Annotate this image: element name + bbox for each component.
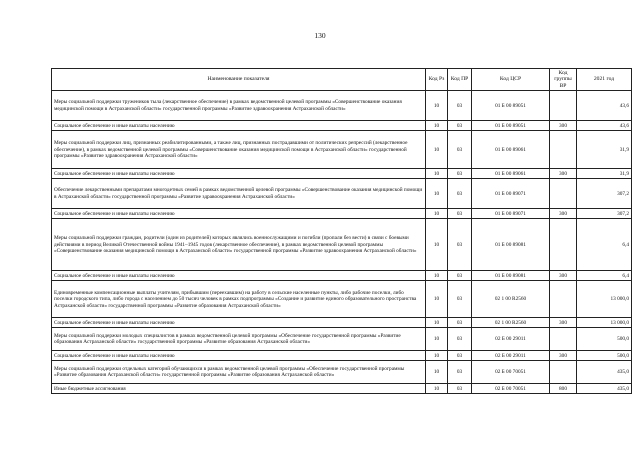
table-row: [52, 209, 632, 219]
row-name: Меры социальной поддержки граждан, родители (один из родителей) которых являлись военнослужащими и погибли (пропали без вести) в связи с боевыми действиями в период Великой Отечественной войны 1941–1945 годов (лекарственное обеспечение), в рамках ведомственной целевой программы «Совершенствование оказания медицинской помощи в Астраханской области» государственной программы «Развитие здравоохранения Астраханской области»: [52, 219, 426, 271]
row-vr: [550, 131, 577, 169]
row-rz: 10: [426, 179, 448, 209]
row-pr: 03: [448, 328, 472, 351]
header-kod-csr: Код ЦСР: [472, 69, 550, 91]
row-sum: 435,0: [577, 384, 632, 394]
row-pr: 03: [448, 179, 472, 209]
table-row: [52, 271, 632, 281]
row-sum: 43,6: [577, 91, 632, 121]
table-row: [52, 351, 632, 361]
row-pr: 03: [448, 121, 472, 131]
table-row: [52, 169, 632, 179]
table-row: [52, 281, 632, 318]
row-name: Обеспечение лекарственными препаратами многодетных семей в рамках ведомственной целевой программы «Совершенствование оказания медицинской помощи в Астраханской области» государственной программы «Развитие здравоохранения Астраханской области»: [52, 179, 426, 209]
row-csr: 02 Б 00 29011: [472, 351, 550, 361]
row-rz: 10: [426, 169, 448, 179]
header-name: Наименование показателя: [52, 69, 426, 91]
table-row: [52, 131, 632, 169]
row-sum: 500,0: [577, 328, 632, 351]
row-sum: 500,0: [577, 351, 632, 361]
row-sum: 43,6: [577, 121, 632, 131]
row-csr: 01 Б 00 89081: [472, 219, 550, 271]
table-row: [52, 219, 632, 271]
row-csr: 02 1 00 R2560: [472, 281, 550, 318]
row-vr: [550, 179, 577, 209]
row-vr: [550, 328, 577, 351]
row-vr: 300: [550, 121, 577, 131]
table-row: [52, 91, 632, 121]
row-vr: [550, 219, 577, 271]
row-vr: 300: [550, 271, 577, 281]
row-rz: 10: [426, 351, 448, 361]
row-sum: 307,2: [577, 209, 632, 219]
header-kod-vr: Код группы ВР: [550, 69, 577, 91]
row-rz: 10: [426, 91, 448, 121]
row-csr: 01 Б 00 89081: [472, 271, 550, 281]
row-name: Меры социальной поддержки лиц, признанных реабилитированными, а также лиц, признанных пострадавшими от политических репрессий (лекарственное обеспечение), в рамках ведомственной целевой программы «Совершенствование оказания медицинской помощи в Астраханской области» государственной программы «Развитие здравоохранения Астраханской области»: [52, 131, 426, 169]
row-vr: 300: [550, 169, 577, 179]
table-row: [52, 361, 632, 384]
table-row: [52, 121, 632, 131]
row-vr: 300: [550, 209, 577, 219]
row-name: Единовременные компенсационные выплаты учителям, прибывшим (переехавшим) на работу в сельские населенные пункты, либо рабочие поселки, либо поселки городского типа, либо города с населением до 50 тысяч человек в рамках подпрограммы «Создание и развитие единого образовательного пространства Астраханской области» государственной программы «Развитие образования Астраханской области»: [52, 281, 426, 318]
row-csr: 02 1 00 R2560: [472, 318, 550, 328]
row-csr: 02 Б 00 70051: [472, 384, 550, 394]
row-name: Меры социальной поддержки тружеников тыла (лекарственное обеспечение) в рамках ведомственной целевой программы «Совершенствование оказания медицинской помощи в Астраханской области» государственной программы «Развитие здравоохранения Астраханской области»: [52, 91, 426, 121]
row-pr: 03: [448, 281, 472, 318]
row-sum: 13 000,0: [577, 281, 632, 318]
row-vr: [550, 91, 577, 121]
row-csr: 01 Б 00 89061: [472, 131, 550, 169]
row-pr: 03: [448, 219, 472, 271]
page-number: 130: [314, 31, 326, 40]
row-name: Социальное обеспечение и иные выплаты населению: [52, 121, 426, 131]
header-kod-pr: Код ПР: [448, 69, 472, 91]
row-pr: 03: [448, 131, 472, 169]
row-csr: 01 Б 00 89051: [472, 121, 550, 131]
header-kod-rz: Код Рз: [426, 69, 448, 91]
row-rz: 10: [426, 271, 448, 281]
table-row: [52, 384, 632, 394]
row-pr: 03: [448, 384, 472, 394]
row-rz: 10: [426, 281, 448, 318]
table-row: [52, 179, 632, 209]
row-sum: 31,9: [577, 169, 632, 179]
row-name: Социальное обеспечение и иные выплаты населению: [52, 271, 426, 281]
budget-table: [51, 68, 632, 394]
row-sum: 31,9: [577, 131, 632, 169]
row-rz: 10: [426, 219, 448, 271]
row-vr: [550, 281, 577, 318]
row-sum: 307,2: [577, 179, 632, 209]
row-csr: 01 Б 00 89051: [472, 91, 550, 121]
row-name: Социальное обеспечение и иные выплаты населению: [52, 351, 426, 361]
row-csr: 01 Б 00 89071: [472, 209, 550, 219]
row-name: Социальное обеспечение и иные выплаты населению: [52, 209, 426, 219]
row-name: Иные бюджетные ассигнования: [52, 384, 426, 394]
row-rz: 10: [426, 318, 448, 328]
row-rz: 10: [426, 131, 448, 169]
row-pr: 03: [448, 91, 472, 121]
row-rz: 10: [426, 361, 448, 384]
row-sum: 6,4: [577, 271, 632, 281]
row-name: Социальное обеспечение и иные выплаты населению: [52, 169, 426, 179]
row-sum: 435,0: [577, 361, 632, 384]
row-name: Меры социальной поддержки молодых специалистов в рамках ведомственной целевой программы «Обеспечение государственной программы «Развитие образования Астраханской области» государственной программы «Развитие образования Астраханской области»: [52, 328, 426, 351]
row-csr: 02 Б 00 70051: [472, 361, 550, 384]
row-pr: 03: [448, 318, 472, 328]
row-vr: 800: [550, 384, 577, 394]
row-vr: [550, 361, 577, 384]
row-csr: 02 Б 00 29011: [472, 328, 550, 351]
row-pr: 03: [448, 169, 472, 179]
row-pr: 03: [448, 351, 472, 361]
row-csr: 01 Б 00 89071: [472, 179, 550, 209]
row-rz: 10: [426, 328, 448, 351]
row-pr: 03: [448, 361, 472, 384]
row-name: Социальное обеспечение и иные выплаты населению: [52, 318, 426, 328]
row-pr: 03: [448, 209, 472, 219]
row-vr: 300: [550, 318, 577, 328]
row-vr: 300: [550, 351, 577, 361]
row-rz: 10: [426, 121, 448, 131]
table-row: [52, 328, 632, 351]
row-csr: 01 Б 00 89061: [472, 169, 550, 179]
header-year: 2021 год: [577, 69, 632, 91]
table-row: [52, 318, 632, 328]
row-sum: 13 000,0: [577, 318, 632, 328]
row-pr: 03: [448, 271, 472, 281]
row-sum: 6,4: [577, 219, 632, 271]
table-header-row: [52, 69, 632, 91]
row-name: Меры социальной поддержки отдельных категорий обучающихся в рамках ведомственной целевой программы «Обеспечение государственной программы «Развитие образования Астраханской области» государственной программы «Развитие образования Астраханской области»: [52, 361, 426, 384]
row-rz: 10: [426, 209, 448, 219]
row-rz: 10: [426, 384, 448, 394]
